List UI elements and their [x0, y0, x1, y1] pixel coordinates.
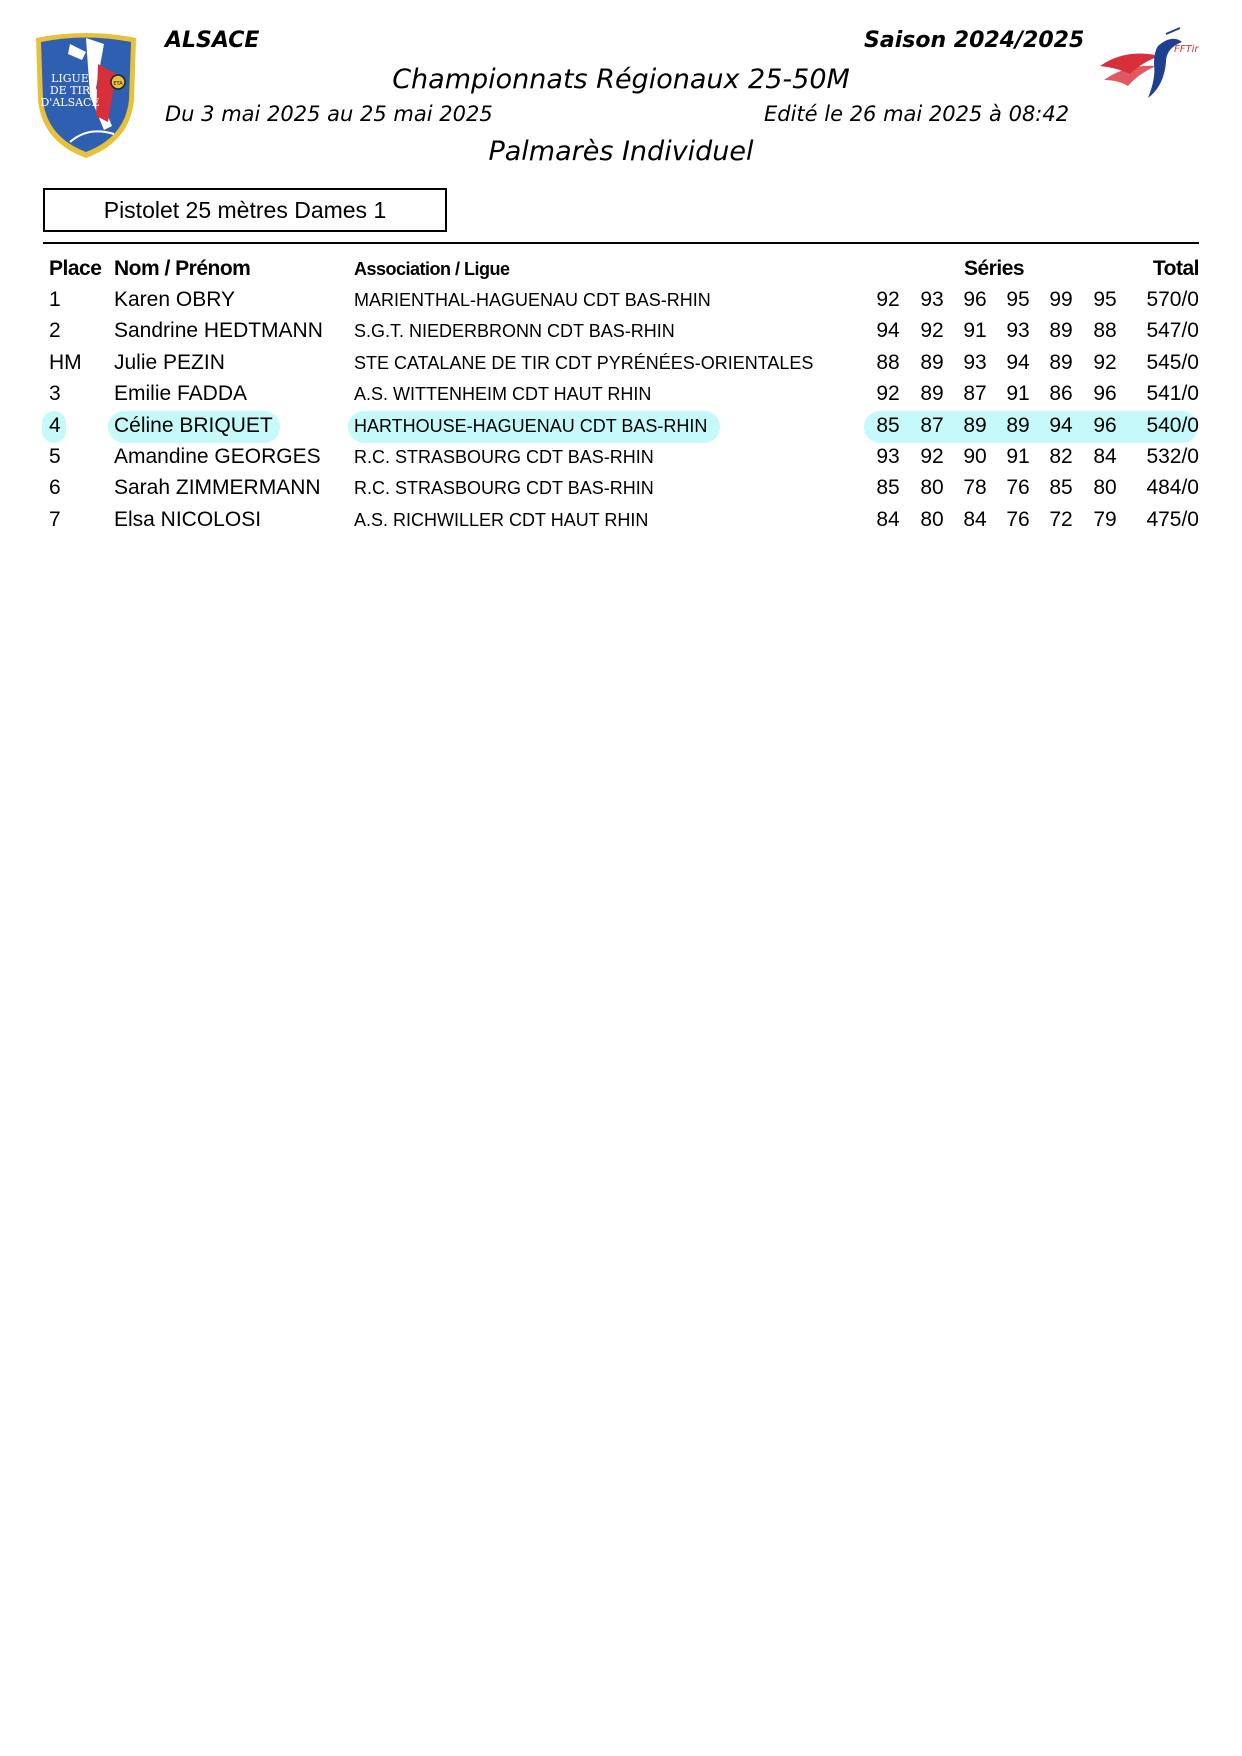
- row-series-score: 92: [876, 288, 900, 311]
- date-range: Du 3 mai 2025 au 25 mai 2025: [165, 102, 493, 126]
- logo-text-ligue: LIGUE: [51, 72, 89, 85]
- row-association: A.S. WITTENHEIM CDT HAUT RHIN: [354, 384, 652, 405]
- row-name: Céline BRIQUET: [114, 413, 273, 437]
- row-series-score: 79: [1093, 507, 1117, 531]
- row-series-score: 95: [1006, 288, 1030, 311]
- row-series-score: 96: [963, 288, 987, 311]
- row-series-score: 85: [876, 413, 900, 437]
- row-total: 540/0: [1146, 413, 1199, 437]
- row-series-score: 96: [1093, 382, 1117, 406]
- row-series-score: 90: [963, 445, 987, 468]
- row-name: Sandrine HEDTMANN: [114, 319, 323, 343]
- row-place: 6: [49, 476, 61, 500]
- header-series: Séries: [964, 257, 1025, 280]
- row-place: HM: [49, 350, 82, 374]
- row-name: Emilie FADDA: [114, 382, 248, 406]
- header-name: Nom / Prénom: [114, 257, 251, 280]
- row-series-score: 94: [876, 319, 900, 343]
- row-association: S.G.T. NIEDERBRONN CDT BAS-RHIN: [354, 321, 675, 342]
- row-series-score: 93: [963, 350, 987, 374]
- row-association: R.C. STRASBOURG CDT BAS-RHIN: [354, 447, 654, 467]
- row-name: Sarah ZIMMERMANN: [114, 476, 321, 500]
- row-series-score: 84: [1093, 445, 1117, 468]
- row-association: HARTHOUSE-HAGUENAU CDT BAS-RHIN: [354, 415, 708, 436]
- row-place: 3: [49, 382, 61, 406]
- row-name: Julie PEZIN: [114, 350, 225, 374]
- row-series-score: 89: [963, 413, 987, 437]
- row-series-score: 82: [1049, 445, 1073, 468]
- row-series-score: 84: [963, 507, 987, 531]
- row-place: 4: [49, 413, 61, 437]
- row-series-score: 89: [920, 350, 944, 374]
- fftir-logo-text: FFTir: [1174, 44, 1199, 55]
- row-series-score: 87: [920, 413, 944, 437]
- row-association: MARIENTHAL-HAGUENAU CDT BAS-RHIN: [354, 290, 711, 310]
- row-series-score: 94: [1006, 350, 1030, 374]
- row-series-score: 92: [1093, 350, 1117, 374]
- row-series-score: 88: [1093, 319, 1117, 343]
- row-series-score: 96: [1093, 413, 1117, 437]
- logo-badge-text: ETA: [113, 81, 123, 87]
- row-place: 7: [49, 507, 61, 531]
- championship-title: Championnats Régionaux 25-50M: [392, 64, 850, 95]
- row-series-score: 89: [1049, 350, 1073, 374]
- header-association: Association / Ligue: [354, 259, 510, 279]
- row-series-score: 93: [876, 445, 900, 468]
- row-total: 532/0: [1146, 445, 1199, 468]
- row-name: Amandine GEORGES: [114, 445, 321, 468]
- category-label: Pistolet 25 mètres Dames 1: [103, 196, 387, 223]
- row-series-score: 85: [876, 476, 900, 500]
- row-series-score: 93: [1006, 319, 1030, 343]
- row-name: Elsa NICOLOSI: [114, 507, 262, 531]
- row-series-score: 76: [1006, 476, 1030, 500]
- row-series-score: 92: [920, 445, 944, 468]
- logo-text-alsace: D'ALSACE: [40, 96, 100, 109]
- row-series-score: 88: [876, 350, 900, 374]
- results-table: [0, 0, 1242, 560]
- row-series-score: 93: [920, 288, 944, 311]
- row-place: 2: [49, 319, 61, 343]
- row-total: 541/0: [1146, 382, 1199, 406]
- row-place: 1: [49, 288, 61, 311]
- row-series-score: 99: [1049, 288, 1073, 311]
- row-series-score: 94: [1049, 413, 1073, 437]
- row-series-score: 92: [920, 319, 944, 343]
- row-series-score: 95: [1093, 288, 1117, 311]
- row-place: 5: [49, 445, 61, 468]
- row-total: 545/0: [1146, 350, 1199, 374]
- row-series-score: 80: [920, 476, 944, 500]
- row-association: STE CATALANE DE TIR CDT PYRÉNÉES-ORIENTALES: [354, 352, 814, 373]
- row-association: A.S. RICHWILLER CDT HAUT RHIN: [354, 509, 649, 530]
- row-series-score: 85: [1049, 476, 1073, 500]
- edited-timestamp: Edité le 26 mai 2025 à 08:42: [764, 102, 1070, 126]
- region-title: ALSACE: [165, 28, 260, 53]
- row-series-score: 89: [1049, 319, 1073, 343]
- row-total: 475/0: [1146, 507, 1199, 531]
- row-series-score: 89: [1006, 413, 1030, 437]
- row-association: R.C. STRASBOURG CDT BAS-RHIN: [354, 478, 654, 499]
- row-series-score: 72: [1049, 507, 1073, 531]
- row-series-score: 78: [963, 476, 987, 500]
- row-series-score: 84: [876, 507, 900, 531]
- header-place: Place: [49, 257, 102, 280]
- row-series-score: 80: [920, 507, 944, 531]
- logo-text-de-tir: DE TIR: [49, 84, 91, 97]
- row-total: 484/0: [1146, 476, 1199, 500]
- row-total: 570/0: [1146, 288, 1199, 311]
- row-series-score: 91: [1006, 445, 1030, 468]
- row-name: Karen OBRY: [114, 288, 236, 311]
- palmares-subtitle: Palmarès Individuel: [488, 136, 754, 167]
- row-series-score: 87: [963, 382, 987, 406]
- row-series-score: 86: [1049, 382, 1073, 406]
- row-series-score: 89: [920, 382, 944, 406]
- row-total: 547/0: [1146, 319, 1199, 343]
- row-series-score: 92: [876, 382, 900, 406]
- header-total: Total: [1152, 257, 1199, 280]
- row-series-score: 91: [1006, 382, 1030, 406]
- row-series-score: 76: [1006, 507, 1030, 531]
- row-series-score: 91: [963, 319, 987, 343]
- season-label: Saison 2024/2025: [864, 28, 1085, 53]
- row-series-score: 80: [1093, 476, 1117, 500]
